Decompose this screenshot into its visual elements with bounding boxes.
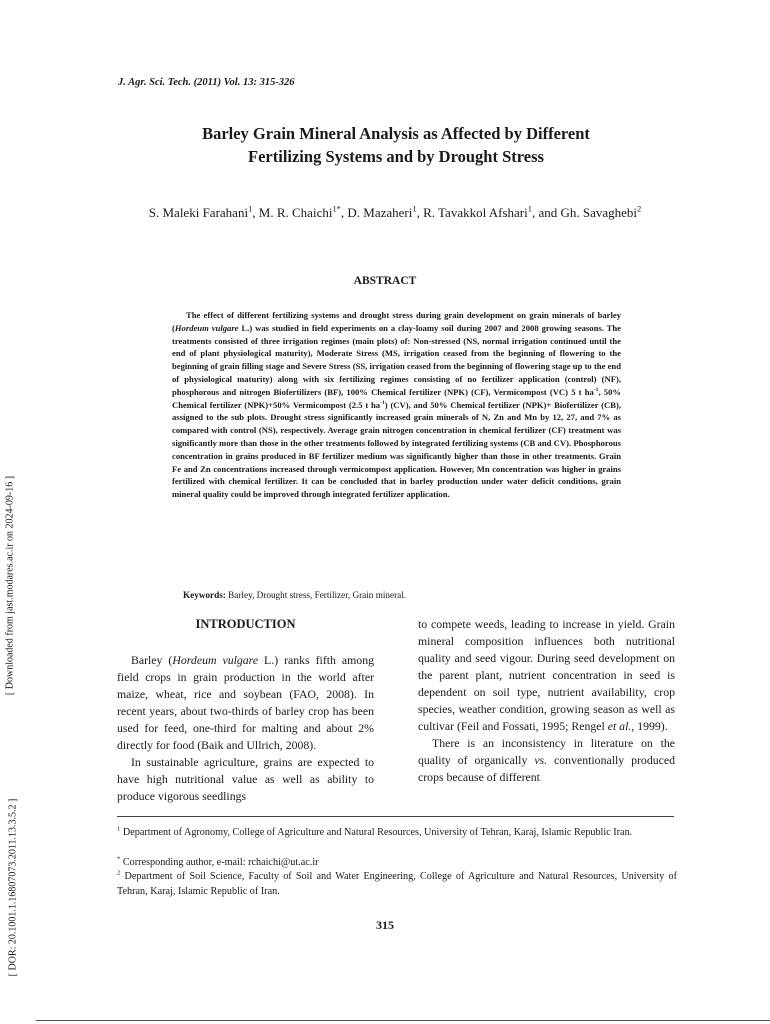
author-5-affiliation: 2 bbox=[637, 203, 642, 214]
abstract-heading: ABSTRACT bbox=[353, 275, 417, 287]
keywords-label: Keywords: bbox=[183, 590, 226, 600]
text: L.) ranks fifth among field crops in grain production in the world after maize, wheat, rice and soybean (FAO, 2008). In recent years, about two-thirds of barley crop has been used for feed, one-third for malting and about 2% directly for food (Baik and Ullrich, 2008). bbox=[117, 653, 375, 752]
bottom-divider bbox=[36, 1020, 770, 1021]
abstract-text: , 50% Chemical fertilizer (NPK)+50% Vermicompost (2.5 t ha bbox=[172, 386, 621, 410]
author-list bbox=[120, 204, 670, 221]
paragraph bbox=[418, 735, 675, 786]
footnote-corresponding bbox=[117, 855, 677, 870]
abstract-text: L.) was studied in field experiments on a clay-loamy soil during 2007 and 2008 growing seasons. The treatments consisted of three irrigation regimes (main plots) of: Non-stressed (NS, normal irrigation continued until the end of plant physiological maturity), Moderate Stress (MS, irrigation ceased from the beginning of flowering to the beginning of grain filling stage and Severe Stress (SS, irrigation ceased from the beginning of flowering stage up to the end of physiological maturity) along with six fertilizing regimes consisting of no fertilizer application (control) (NF), phosphorous and nitrogen Biofertilizers (BF), 100% Chemical fertilizer (NPK) (CF), Vermicompost (VC) 5 t ha bbox=[172, 322, 621, 397]
abstract-body bbox=[172, 309, 621, 501]
right-column bbox=[418, 616, 675, 786]
author-1-affiliation: 1 bbox=[248, 203, 253, 214]
keywords bbox=[183, 590, 406, 600]
abstract-text: ) (CV), and 50% Chemical fertilizer (NPK)+ Biofertilizer (CB), assigned to the sub plots. Drought stress significantly increased grain minerals of N, Zn and Mn by 12, 27, and 7% as compared with control (NS), respectively. Average grain nitrogen concentration in chemical fertilizer (CF) treatment was significantly more than those in the other treatments followed by integrated fertilizing systems (CB and CV). Phosphorous concentration in grains produced in BF fertilizer medium was significantly higher than those in other treatments. Grain Fe and Zn concentrations increased through vermicompost application. However, Mn concentration was higher in grains fertilized with chemical fertilizer. It can be concluded that in barley production under water deficit conditions, grain mineral quality could be improved through integrated fertilizer application. bbox=[172, 399, 621, 500]
author-3-affiliation: 1 bbox=[412, 203, 417, 214]
journal-citation: J. Agr. Sci. Tech. (2011) Vol. 13: 315-326 bbox=[118, 77, 295, 88]
keywords-text: Barley, Drought stress, Fertilizer, Grain mineral. bbox=[225, 590, 407, 600]
abstract-superscript: -1 bbox=[593, 386, 599, 393]
page-number: 315 bbox=[376, 918, 394, 932]
text: conventionally produced crops because of different bbox=[418, 753, 675, 784]
abstract-superscript: -1 bbox=[380, 399, 385, 406]
introduction-heading: INTRODUCTION bbox=[195, 617, 296, 631]
text: Barley ( bbox=[131, 653, 173, 667]
footnote-text: Department of Soil Science, Faculty of Soil and Water Engineering, College of Agriculture and Natural Resources, University of Tehran, Karaj, Islamic Republic of Iran. bbox=[117, 871, 677, 897]
footnote-text: Department of Agronomy, College of Agriculture and Natural Resources, University of Tehran, Karaj, Islamic Republic Iran. bbox=[120, 827, 633, 838]
versus: vs. bbox=[534, 753, 548, 767]
author-2-affiliation: 1* bbox=[332, 203, 341, 214]
footnote-marker: 1 bbox=[117, 825, 121, 833]
paragraph bbox=[418, 616, 675, 735]
text: 1999). bbox=[634, 719, 668, 733]
paragraph bbox=[117, 652, 374, 754]
abstract-species: Hordeum vulgare bbox=[174, 322, 239, 333]
text: to compete weeds, leading to increase in yield. Grain mineral composition influences both nutritional quality and seed vigour. During seed development on the parent plant, nutrient concentration in seed is dependent on soil type, nutrient availability, crop species, weather condition, growing season as well as cultivar (Feil and Fossati, 1995; Rengel bbox=[418, 617, 675, 733]
text: There is an inconsistency in literature on the quality of organically bbox=[418, 736, 675, 767]
species-name: Hordeum vulgare bbox=[172, 653, 259, 667]
footnote-2 bbox=[117, 869, 677, 899]
author-4: , R. Tavakkol Afshari bbox=[416, 205, 528, 220]
author-1: S. Maleki Farahani bbox=[148, 205, 249, 220]
footnote-divider bbox=[117, 816, 674, 817]
et-al: et al., bbox=[607, 719, 635, 733]
download-stamp: [ Downloaded from jast.modares.ac.ir on 2024-09-16 ] bbox=[4, 475, 16, 696]
author-5: , and Gh. Savaghebi bbox=[531, 205, 638, 220]
doi-stamp: [ DOR: 20.1001.1.16807073.2011.13.3.5.2 ] bbox=[7, 798, 19, 977]
left-column bbox=[117, 652, 374, 805]
title-line-1: Barley Grain Mineral Analysis as Affected by Different bbox=[202, 124, 590, 143]
author-2: , M. R. Chaichi bbox=[252, 205, 333, 220]
author-4-affiliation: 1 bbox=[527, 203, 532, 214]
footnote-text: Corresponding author, e-mail: rchaichi@ut.ac.ir bbox=[120, 857, 319, 868]
abstract-text: The effect of different fertilizing systems and drought stress during grain development on grain minerals of barley ( bbox=[172, 310, 621, 333]
title-line-2: Fertilizing Systems and by Drought Stress bbox=[248, 147, 544, 166]
paper-title bbox=[100, 122, 692, 168]
footnote-marker: * bbox=[117, 855, 121, 863]
author-3: , D. Mazaheri bbox=[340, 205, 413, 220]
footnote-marker: 2 bbox=[117, 869, 121, 877]
footnote-1 bbox=[117, 825, 677, 840]
paragraph: In sustainable agriculture, grains are expected to have high nutritional value as well as ability to produce vigorous seedlings bbox=[117, 755, 374, 803]
